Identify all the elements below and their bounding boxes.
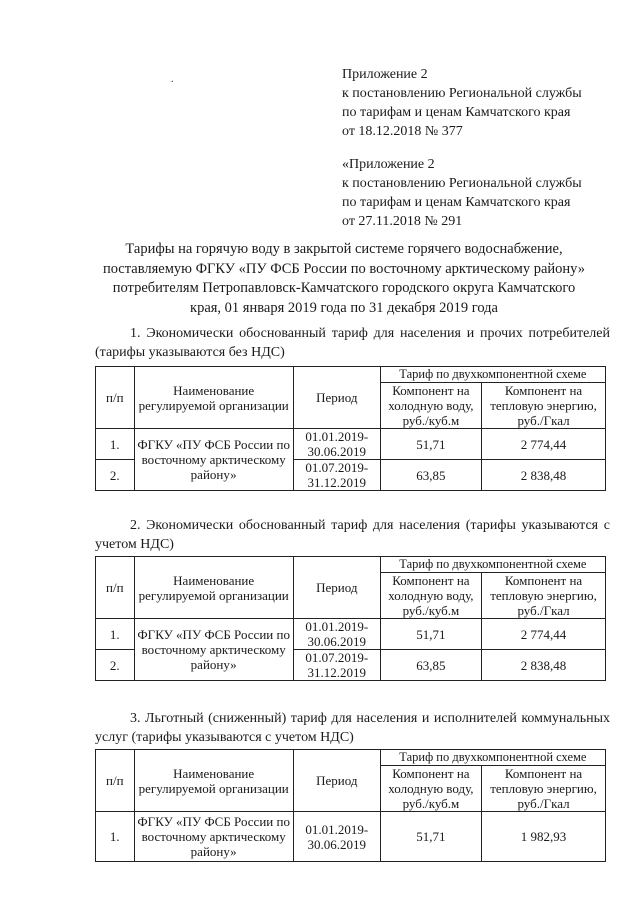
row-heat: 2 838,48	[482, 460, 606, 491]
section-heading-line: 1. Экономически обоснованный тариф для населения и прочих потребителей	[130, 326, 610, 341]
header-heat: Компонент на тепловую энергию, руб./Гкал	[482, 573, 606, 619]
header-num: п/п	[96, 367, 135, 429]
header-tariff: Тариф по двухкомпонентной схеме	[380, 750, 605, 766]
header-cold: Компонент на холодную воду, руб./куб.м	[380, 383, 481, 429]
section-2-heading	[95, 516, 610, 554]
row-cold: 51,71	[380, 429, 481, 460]
tariff-table-3	[95, 749, 606, 862]
tariff-table-2	[95, 556, 606, 681]
header-cold: Компонент на холодную воду, руб./куб.м	[380, 573, 481, 619]
section-heading-line: (тарифы указываются без НДС)	[95, 345, 285, 360]
row-period: 01.01.2019-30.06.2019	[293, 429, 380, 460]
section-1-heading	[95, 324, 610, 362]
header-cold: Компонент на холодную воду, руб./куб.м	[380, 766, 481, 812]
appendix-line: от 18.12.2018 № 377	[342, 124, 463, 139]
row-org: ФГКУ «ПУ ФСБ России по восточному арктическому району»	[134, 812, 293, 862]
appendix-line: от 27.11.2018 № 291	[342, 214, 463, 229]
row-num: 2.	[96, 460, 135, 491]
row-cold: 51,71	[380, 812, 481, 862]
header-period: Период	[293, 750, 380, 812]
row-num: 2.	[96, 650, 135, 681]
table-row	[96, 429, 606, 460]
header-period: Период	[293, 367, 380, 429]
header-org: Наименование регулируемой организации	[134, 367, 293, 429]
title-line: Тарифы на горячую воду в закрытой системе горячего водоснабжение,	[125, 241, 563, 257]
header-tariff: Тариф по двухкомпонентной схеме	[380, 367, 605, 383]
appendix-line: по тарифам и ценам Камчатского края	[342, 195, 571, 210]
title-line: края, 01 января 2019 года по 31 декабря 2019 года	[190, 299, 498, 316]
tariff-table-1	[95, 366, 606, 491]
section-heading-line: 3. Льготный (сниженный) тариф для населения и исполнителей коммунальных	[130, 711, 610, 726]
row-cold: 63,85	[380, 460, 481, 491]
appendix-header-new	[342, 65, 582, 141]
row-org: ФГКУ «ПУ ФСБ России по восточному арктическому району»	[134, 619, 293, 681]
stray-mark: .	[171, 74, 174, 85]
row-cold: 63,85	[380, 650, 481, 681]
row-org: ФГКУ «ПУ ФСБ России по восточному арктическому району»	[134, 429, 293, 491]
appendix-line: Приложение 2	[342, 67, 428, 82]
section-heading-line: учетом НДС)	[95, 537, 174, 552]
appendix-line: к постановлению Региональной службы	[342, 176, 582, 191]
header-org: Наименование регулируемой организации	[134, 750, 293, 812]
row-period: 01.07.2019-31.12.2019	[293, 650, 380, 681]
row-period: 01.01.2019-30.06.2019	[293, 812, 380, 862]
appendix-line: к постановлению Региональной службы	[342, 86, 582, 101]
row-period: 01.07.2019-31.12.2019	[293, 460, 380, 491]
header-org: Наименование регулируемой организации	[134, 557, 293, 619]
row-heat: 2 838,48	[482, 650, 606, 681]
row-cold: 51,71	[380, 619, 481, 650]
header-period: Период	[293, 557, 380, 619]
row-heat: 2 774,44	[482, 619, 606, 650]
row-heat: 2 774,44	[482, 429, 606, 460]
header-num: п/п	[96, 557, 135, 619]
title-line: поставляемую ФГКУ «ПУ ФСБ России по восточному арктическому району»	[102, 260, 586, 277]
header-num: п/п	[96, 750, 135, 812]
header-tariff: Тариф по двухкомпонентной схеме	[380, 557, 605, 573]
appendix-line: по тарифам и ценам Камчатского края	[342, 105, 571, 120]
row-num: 1.	[96, 812, 135, 862]
header-heat: Компонент на тепловую энергию, руб./Гкал	[482, 766, 606, 812]
appendix-header-old	[342, 155, 582, 231]
section-3-heading	[95, 709, 610, 747]
document-title	[60, 240, 628, 318]
title-line: потребителям Петропавловск-Камчатского городского округа Камчатского	[112, 280, 576, 296]
table-row	[96, 619, 606, 650]
section-heading-line: 2. Экономически обоснованный тариф для населения (тарифы указываются с	[130, 518, 610, 533]
row-num: 1.	[96, 429, 135, 460]
header-heat: Компонент на тепловую энергию, руб./Гкал	[482, 383, 606, 429]
row-period: 01.01.2019-30.06.2019	[293, 619, 380, 650]
row-heat: 1 982,93	[482, 812, 606, 862]
appendix-line: «Приложение 2	[342, 157, 435, 172]
table-row	[96, 812, 606, 862]
row-num: 1.	[96, 619, 135, 650]
section-heading-line: услуг (тарифы указываются с учетом НДС)	[95, 730, 354, 745]
